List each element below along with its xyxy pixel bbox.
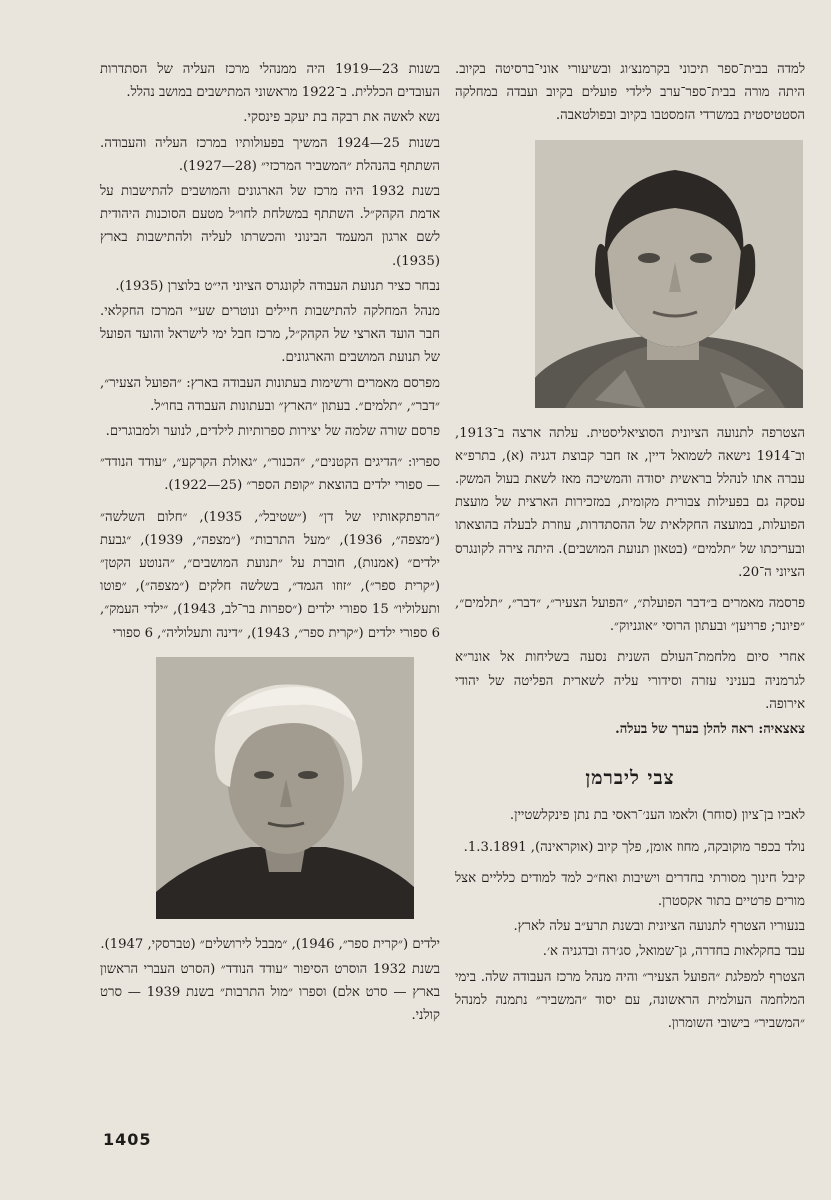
right-column [455, 58, 805, 1037]
left-paragraph-1: בשנות 23—1919 היה ממנהלי מרכז העליה של הסתדרות העובדים הכללית. ב־1922 מראשוני המתישבים במושב נהלל. [100, 62, 441, 101]
left-paragraph-4: בשנת 1932 היה מרכז של הארגונים והמושבים להתישבות על אדמת הקהק״ל. השתתף במשלחת לחו״ל מטעם הסוכנות היהודית לשם ארגון המעמד הבינוני והכשרתו לעליה ולהתישבות בארץ (1935). [100, 184, 440, 269]
right-top-paragraph: למדה בבית־ספר תיכוני בקרמנצ׳וג ובשיעורי אוני־ברסיטה בקיוב. היתה מורה בבית־ספר־ערב לילדי פועלים בקיוב ועבדה במחלקה הסטטיסטית במשרדי הזמסטבו בקיוב ובפולטאבה. [455, 62, 805, 124]
right-paragraph-2: פרסמה מאמרים ב״דבר הפועלת״, ״הפועל הצעיר״, ״דבר״, ״תלמים״, ״פיונר; פרויען״ ובעתון הרוסי ״אוגניוק״. [455, 596, 805, 635]
left-after-photo-1: ילדים (״קרית ספר״, 1946), ״מבבל לירושלים״ (טברסקי, 1947). [100, 936, 440, 952]
left-after-photo-2: בשנת 1932 הוסרט הסיפור ״עודד הנודד״ (הסרט העברי הראשון בארץ — סרט אלם) וספרו ״מול התרבות״ בשנת 1939 — סרט קולני. [100, 962, 440, 1024]
portrait-photo-woman [535, 140, 803, 408]
left-paragraph-2: נשא לאשה את רבקה בת יעקב פינסקי. [243, 110, 440, 126]
portrait-woman-drawing [535, 140, 803, 408]
section-paragraph-1: לאביו בן־ציון (סוחר) ולאמו הענ׳־ראסי בת נתן פינקלשטיין. [509, 808, 805, 824]
left-paragraph-7: מפרסם מאמרים ורשימות בעתונות העבודה בארץ: ״הפועל הצעיר״, ״דבר״, ״תלמים״. בעתון ״הארץ״ ובעתונות העבודה בחו״ל. [100, 375, 440, 414]
section-paragraph-6: הצטרף למפלגת ״הפועל הצעיר״ והיה מנהל מרכז העבודה שלה. בימי המלחמה העולמית הראשונה, עם יסוד ״המשביר״ נתמנה למנהל ״המשביר״ בישובי השומרון. [455, 969, 805, 1032]
section-heading: צבי ליברמן [585, 767, 675, 790]
portrait-man-drawing [156, 657, 414, 919]
left-paragraph-3: בשנות 25—1924 המשיך בפעולותיו במרכז העליה והעבודה. השתתף בהנהלת ״המשביר המרכזי״ (28—1927). [100, 135, 441, 174]
right-paragraph-4: צאצאיה: ראה להלן בערך של בעלה. [615, 722, 805, 738]
left-paragraph-5: נבחר כציר תנועת העבודה לקונגרס הציוני הי״ט בלוצרן (1935). [115, 278, 440, 294]
right-paragraph-3: אחרי סיום מלחמת־העולם השנית נסעה בשליחות אל אונר״א לגרמניה בעניני עזרה וסידורי עליה לשארית הפליטה של יהודי אירופה. [455, 650, 805, 712]
page-number: 1405 [103, 1130, 152, 1149]
left-paragraph-10: ״הרפתקאותיו של דן״ (״שטיבל״, 1935), ״חלום השלשה״ (״מצפה״, 1936), ״מעל התרבות״ (״מצפה״, 1939), ״גבעת ילדים״ (אמנות), חוברת על ״תנועת המושבים״, ״הנוטע הקטן״ (״קרית ספר״), ״זוזו הגמד״, בשלשה חלקים (״מצפה״), ״פוטו ותעלוליו״ 15 ספורי ילדים (״ספרות בר־לב, 1943), ״ילדי העמק״, 6 ספורי ילדים (״קרית ספר״, 1943), ״דינה ותעלוליה״, 6 ספורי [100, 509, 440, 641]
left-paragraph-8: פרסם שורה שלמה של יצירות ספרותיות לילדים, לנוער ולמבוגרים. [105, 424, 440, 440]
section-paragraph-3: קיבל חינוך מסורתי בחדרים וישיבות ואח״כ למד למודים כלליים אצל מורים פרטיים בתור אקסטרן. [455, 870, 805, 910]
section-paragraph-5: עבד בחקלאות בחדרה, גן־שמואל, סג׳רה ובדגניה א׳. [542, 944, 805, 960]
section-paragraph-2: נולד בכפר מוקובקה, מחוז אומן, פלך קיוב (אוקראינה), 1.3.1891. [463, 839, 805, 855]
section-paragraph-4: בנעוריו הצטרף לתנועה הציונית ובשנת תרע״ב עלה לארץ. [513, 919, 805, 935]
left-paragraph-9: ספריו: ״הדיגים הקטנים״, ״הכנור״, ״גאולת הקרקע״, ״עודד הנודד״ — ספורי ילדים בהוצאת ״קופת הספר״ (25—1922). [100, 455, 440, 494]
right-paragraph-1: הצטרפה לתנועה הציונית הסוציאליסטית. עלתה ארצה ב־1913, וב־1914 נישאה לשמואל דיין, אז חבר קבוצת דגניה (א), בתרפ״א עברה אתו לנהלל בראשית יסודה והמשיכה מאז לשאת בעול המשק. עסקה גם בפעילות צבורית מקומית, במזכירות הארצית של מועצת הפועלות, במועצה החקלאית של ההסתדרות, עוזרת לבעלה בהוצאתו ובעריכתו של ״תלמים״ (בטאון תנועת המושבים). היתה צירה לקונגרס הציוני ה־20. [455, 425, 805, 580]
left-paragraph-6: מנהל המחלקה להתישבות חיילים ונוטרים שע״י המרכז החקלאי. חבר הועד הארצי של הקהק״ל, מרכז חבל ימי לישראל והועד הפועל של תנועת המושבים והארגונים. [100, 304, 440, 366]
left-column [100, 58, 440, 1030]
portrait-photo-man [156, 657, 414, 919]
